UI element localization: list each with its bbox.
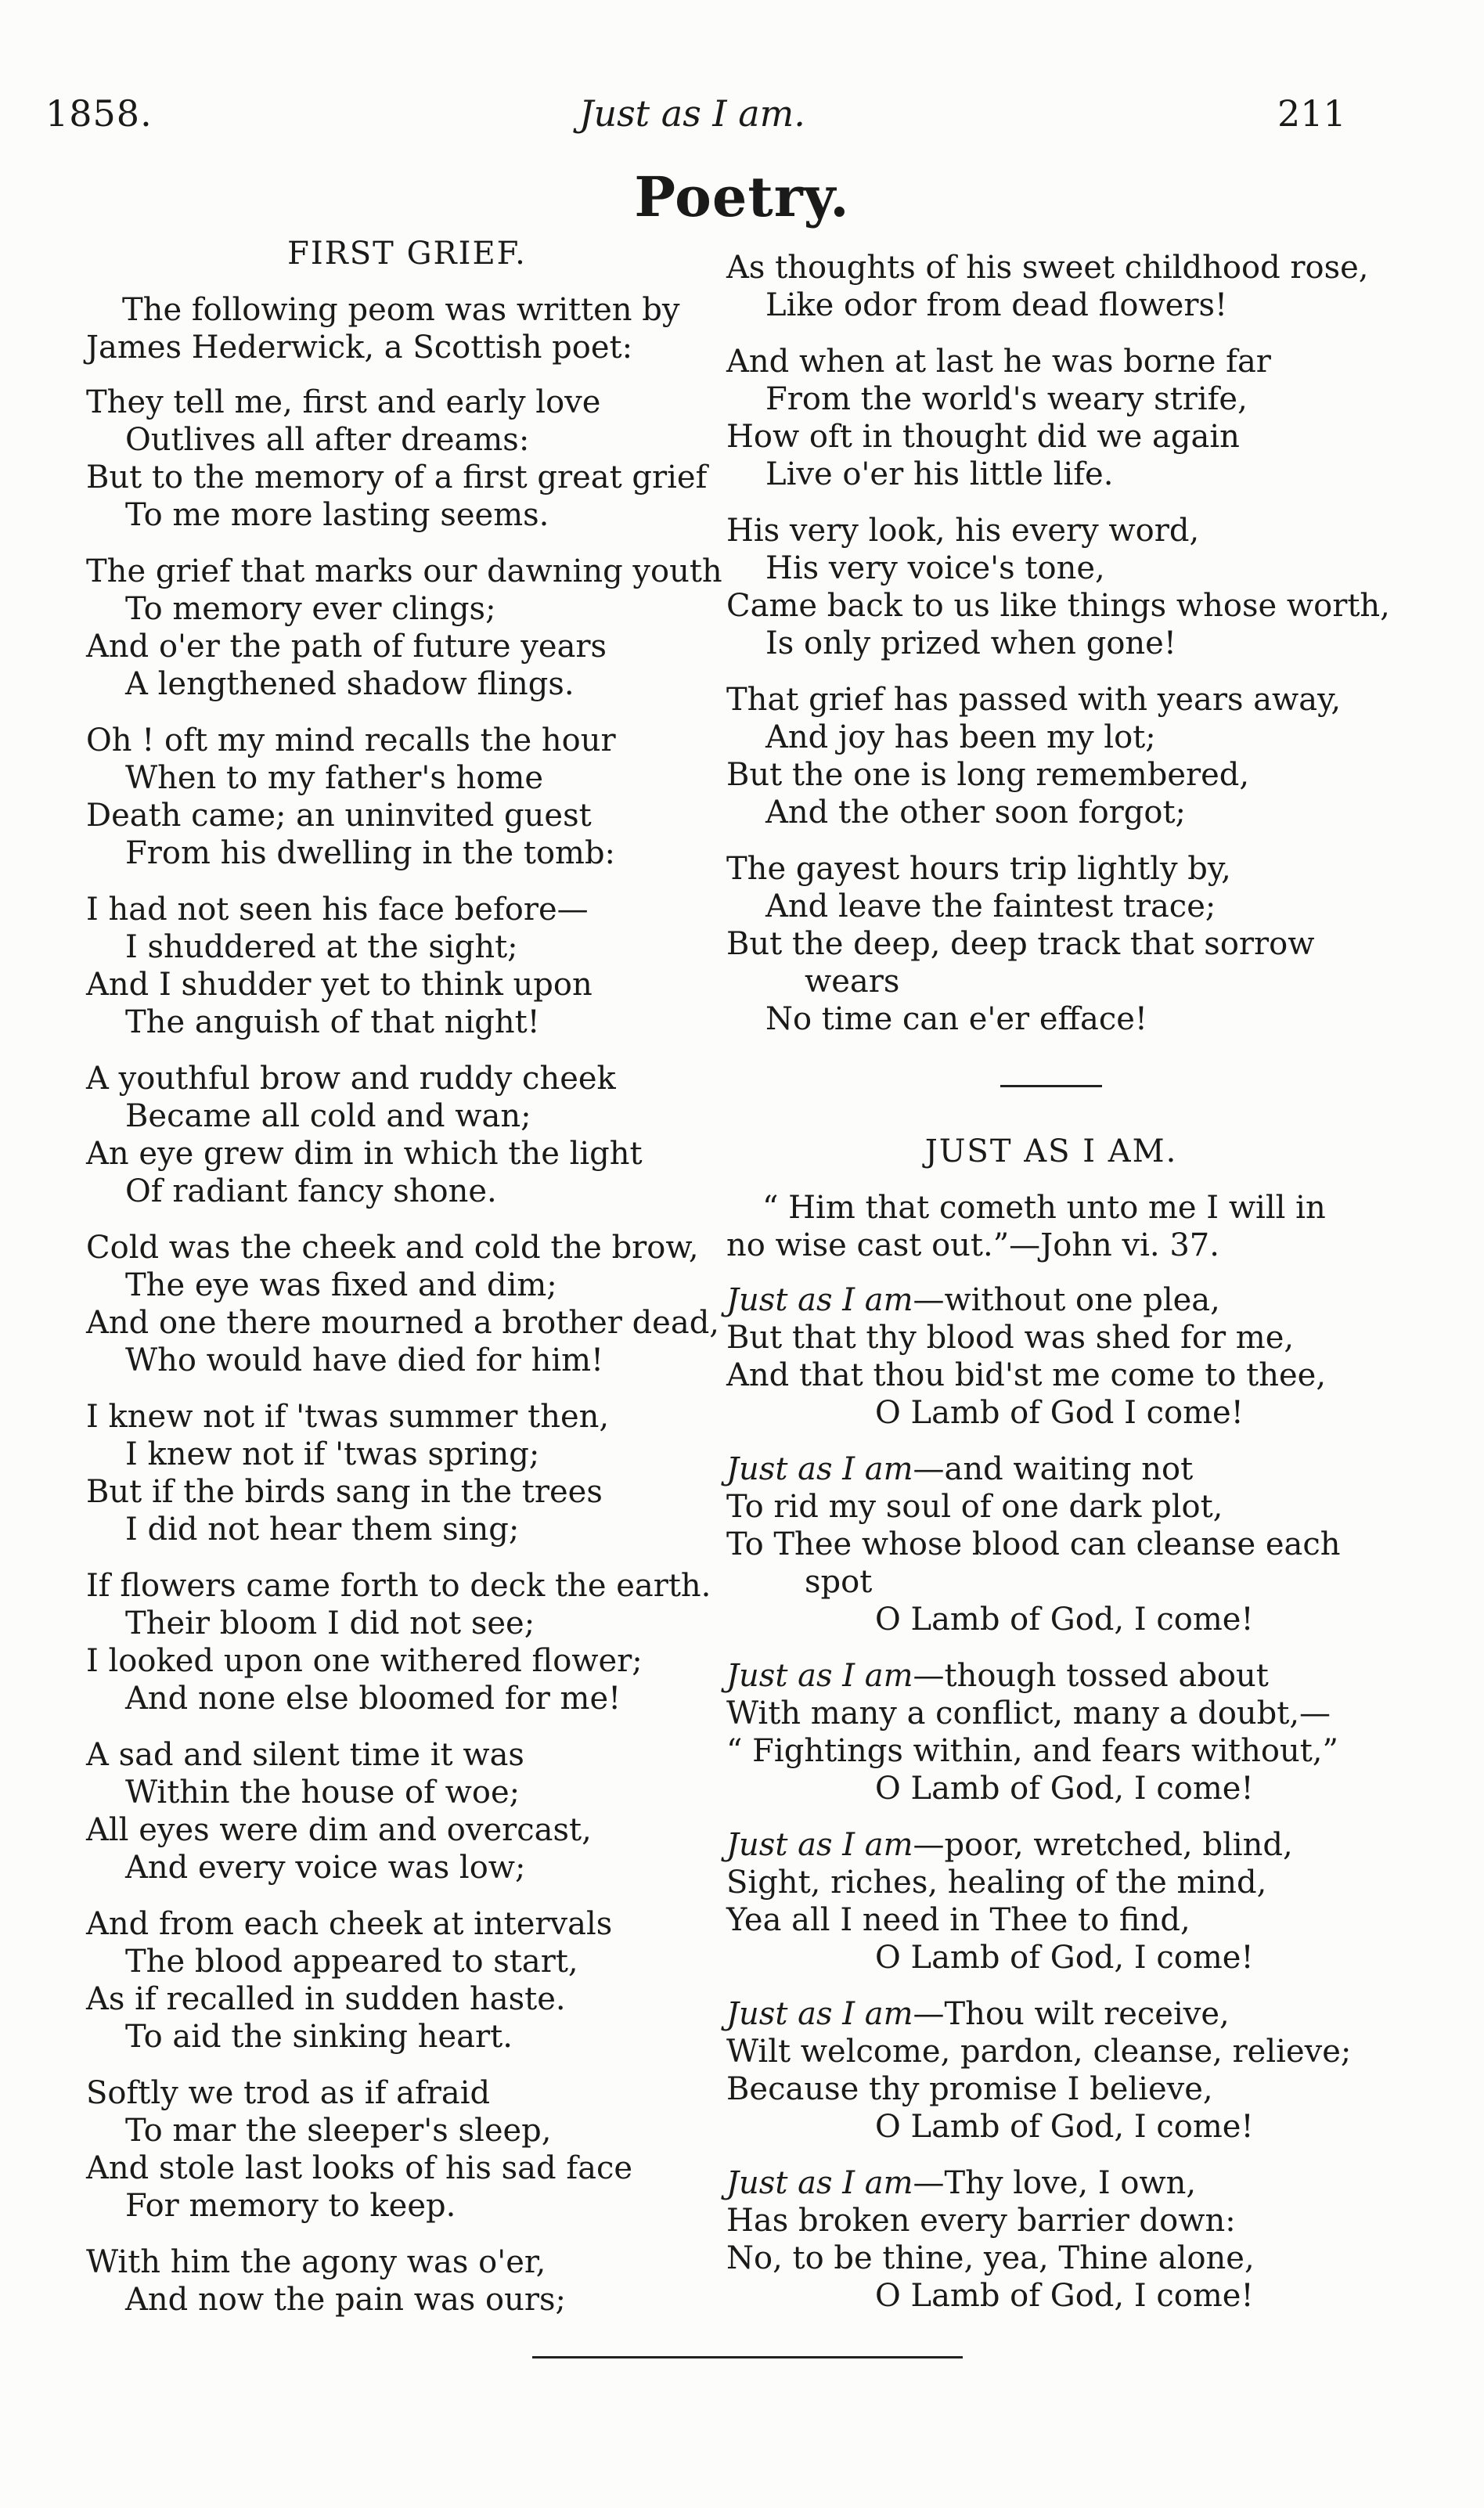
poem-line: His very look, his every word, (726, 513, 1200, 549)
poem-line: To memory ever clings; (125, 591, 496, 627)
poem-line: And now the pain was ours; (125, 2282, 567, 2318)
refrain-line: O Lamb of God, I come! (875, 2278, 1254, 2314)
refrain-line: O Lamb of God, I come! (875, 1940, 1254, 1976)
poem-line: Within the house of woe; (125, 1775, 520, 1811)
poem-line: To aid the sinking heart. (125, 2019, 513, 2055)
poem-line: “ Fightings within, and fears without,” (726, 1733, 1338, 1769)
stanza (86, 2243, 728, 2319)
stanza (86, 1398, 728, 1548)
refrain-line: O Lamb of God, I come! (875, 1771, 1254, 1807)
poem-line: And joy has been my lot; (765, 719, 1156, 755)
poem-line: But if the birds sang in the trees (86, 1474, 603, 1510)
intro-line: The following peom was written by (122, 292, 680, 328)
refrain-line: O Lamb of God, I come! (875, 2109, 1254, 2145)
page-header (0, 92, 1484, 139)
line-rest: —Thy love, I own, (913, 2165, 1197, 2201)
poem-line: With many a conflict, many a doubt,— (726, 1695, 1331, 1731)
refrain-line: O Lamb of God I come! (875, 1395, 1244, 1431)
stanza (726, 1281, 1376, 1432)
poem-line: I had not seen his face before— (86, 892, 589, 928)
poem-line: And leave the faintest trace; (765, 888, 1216, 924)
stanza (86, 1905, 728, 2056)
poem-line: And the other soon forgot; (765, 795, 1187, 831)
poem-line (726, 1657, 1376, 1695)
stanza (86, 722, 728, 872)
poem-divider (1000, 1085, 1102, 1087)
line-lead: Just as I am (726, 1827, 913, 1863)
poem-line: And from each cheek at intervals (86, 1906, 613, 1942)
header-running-title: Just as I am. (579, 92, 805, 135)
stanza (726, 2164, 1376, 2315)
poem-line: Death came; an uninvited guest (86, 798, 592, 834)
header-page-number: 211 (1277, 92, 1346, 135)
header-year: 1858. (45, 92, 153, 135)
stanza (726, 681, 1376, 831)
stanza (86, 384, 728, 534)
poem-line: I knew not if 'twas summer then, (86, 1399, 610, 1435)
poem-line: spot (805, 1564, 873, 1600)
poem-line: That grief has passed with years away, (726, 682, 1342, 718)
poem-line: A youthful brow and ruddy cheek (86, 1061, 616, 1097)
poem-line: I did not hear them sing; (125, 1512, 520, 1548)
poem-line: The gayest hours trip lightly by, (726, 851, 1231, 887)
stanza (86, 891, 728, 1041)
poem-line: The eye was fixed and dim; (125, 1267, 557, 1303)
poem-line: The blood appeared to start, (125, 1944, 578, 1980)
poem-line: Their bloom I did not see; (125, 1605, 535, 1641)
poem-line: To Thee whose blood can cleanse each (726, 1526, 1341, 1562)
right-column (726, 249, 1390, 2333)
poem-line (726, 1281, 1376, 1319)
poem-line: To mar the sleeper's sleep, (125, 2113, 552, 2149)
page-end-rule (532, 2356, 963, 2358)
poem-line: Cold was the cheek and cold the brow, (86, 1230, 699, 1266)
stanza (86, 1229, 728, 1379)
stanza (86, 2074, 728, 2225)
line-lead: Just as I am (726, 1451, 913, 1487)
epigraph-line: “ Him that cometh unto me I will in (762, 1190, 1326, 1226)
poem-line: And one there mourned a brother dead, (86, 1305, 720, 1341)
stanza (726, 1657, 1376, 1807)
stanza (726, 249, 1376, 324)
poem-line: And I shudder yet to think upon (86, 967, 593, 1003)
poem-line: Outlives all after dreams: (125, 422, 530, 458)
stanza (726, 1826, 1376, 1976)
poem-line: To me more lasting seems. (125, 497, 549, 533)
poem-line: And that thou bid'st me come to thee, (726, 1357, 1327, 1393)
poem-line: No time can e'er efface! (765, 1001, 1147, 1037)
poem-line: Wilt welcome, pardon, cleanse, relieve; (726, 2034, 1352, 2070)
poem-line: From the world's weary strife, (765, 381, 1248, 417)
poem-line: Softly we trod as if afraid (86, 2075, 491, 2111)
stanza (86, 1060, 728, 1210)
poem-line: For memory to keep. (125, 2188, 456, 2224)
line-lead: Just as I am (726, 2165, 913, 2201)
poem-line: Is only prized when gone! (765, 625, 1176, 661)
left-column (86, 235, 728, 2337)
line-rest: —poor, wretched, blind, (913, 1827, 1293, 1863)
poem-line: I looked upon one withered flower; (86, 1643, 643, 1679)
poem-line: From his dwelling in the tomb: (125, 835, 616, 871)
stanza (726, 343, 1376, 493)
stanza (726, 1450, 1376, 1638)
stanza (86, 553, 728, 703)
poem-line (726, 2164, 1376, 2202)
poem-line: A lengthened shadow flings. (125, 666, 575, 702)
poem-line: And none else bloomed for me! (125, 1681, 621, 1717)
poem-line: And o'er the path of future years (86, 629, 607, 665)
poem-title-just-as-i-am: JUST AS I AM. (924, 1133, 1178, 1169)
poem-line: How oft in thought did we again (726, 419, 1240, 455)
poem-line: The grief that marks our dawning youth (86, 553, 722, 589)
section-title: Poetry. (634, 164, 850, 229)
stanza (726, 850, 1376, 1038)
poem-line: And stole last looks of his sad face (86, 2150, 633, 2186)
poem-line: wears (805, 964, 900, 1000)
poem-line: With him the agony was o'er, (86, 2244, 546, 2280)
stanza (86, 1567, 728, 1717)
stanza (726, 512, 1390, 662)
poem-line: Came back to us like things whose worth, (726, 588, 1390, 624)
poem-line: I knew not if 'twas spring; (125, 1436, 540, 1472)
poem-line: I shuddered at the sight; (125, 929, 518, 965)
line-lead: Just as I am (726, 1658, 913, 1694)
poem-line: Who would have died for him! (125, 1342, 604, 1378)
poem-line: To rid my soul of one dark plot, (726, 1489, 1223, 1525)
poem-line: And every voice was low; (125, 1850, 526, 1886)
poem-line: All eyes were dim and overcast, (86, 1812, 592, 1848)
line-lead: Just as I am (726, 1282, 913, 1318)
poem-line: An eye grew dim in which the light (86, 1136, 643, 1172)
poem-line: And when at last he was borne far (726, 344, 1271, 380)
poem-line: As thoughts of his sweet childhood rose, (726, 250, 1369, 286)
first-grief-continued (726, 249, 1390, 1038)
poem-line: Like odor from dead flowers! (765, 287, 1228, 323)
poem-line: But to the memory of a first great grief (86, 459, 708, 495)
poem-line (726, 1450, 1376, 1488)
poem-line: Became all cold and wan; (125, 1098, 531, 1134)
poem-line: Oh ! oft my mind recalls the hour (86, 722, 616, 759)
poem-line: The anguish of that night! (125, 1004, 540, 1040)
poem-line: But that thy blood was shed for me, (726, 1320, 1295, 1356)
poem-line: Because thy promise I believe, (726, 2071, 1213, 2107)
poem-line: When to my father's home (125, 760, 544, 796)
poem-title-first-grief: FIRST GRIEF. (287, 236, 527, 272)
poem-line: Has broken every barrier down: (726, 2203, 1236, 2239)
line-lead: Just as I am (726, 1996, 913, 2032)
poem-line (726, 1995, 1376, 2033)
poem-line: As if recalled in sudden haste. (86, 1981, 566, 2017)
line-rest: —and waiting not (913, 1451, 1194, 1487)
poem-line: Live o'er his little life. (765, 456, 1114, 492)
line-rest: —without one plea, (913, 1282, 1220, 1318)
stanza (726, 1995, 1376, 2146)
refrain-line: O Lamb of God, I come! (875, 1602, 1254, 1638)
poem-line: No, to be thine, yea, Thine alone, (726, 2240, 1255, 2276)
poem-line: His very voice's tone, (765, 550, 1105, 586)
poem-line: Yea all I need in Thee to find, (726, 1902, 1190, 1938)
stanza (86, 1736, 728, 1886)
intro-line: James Hederwick, a Scottish poet: (86, 330, 633, 366)
poem-line: They tell me, first and early love (86, 384, 601, 420)
poem-line: Sight, riches, healing of the mind, (726, 1865, 1267, 1901)
line-rest: —Thou wilt receive, (913, 1996, 1230, 2032)
poem-epigraph (726, 1189, 1376, 1264)
poem-line: If flowers came forth to deck the earth. (86, 1568, 711, 1604)
just-as-i-am-stanzas (726, 1281, 1376, 2315)
poem-line: But the deep, deep track that sorrow (726, 926, 1315, 962)
poem-line: But the one is long remembered, (726, 757, 1250, 793)
first-grief-stanzas (86, 384, 728, 2319)
line-rest: —though tossed about (913, 1658, 1269, 1694)
poem-line: Of radiant fancy shone. (125, 1173, 497, 1209)
poem-line: A sad and silent time it was (86, 1737, 524, 1773)
poem-intro (86, 291, 728, 366)
epigraph-line: no wise cast out.”—John vi. 37. (726, 1227, 1219, 1263)
poem-line (726, 1826, 1376, 1864)
